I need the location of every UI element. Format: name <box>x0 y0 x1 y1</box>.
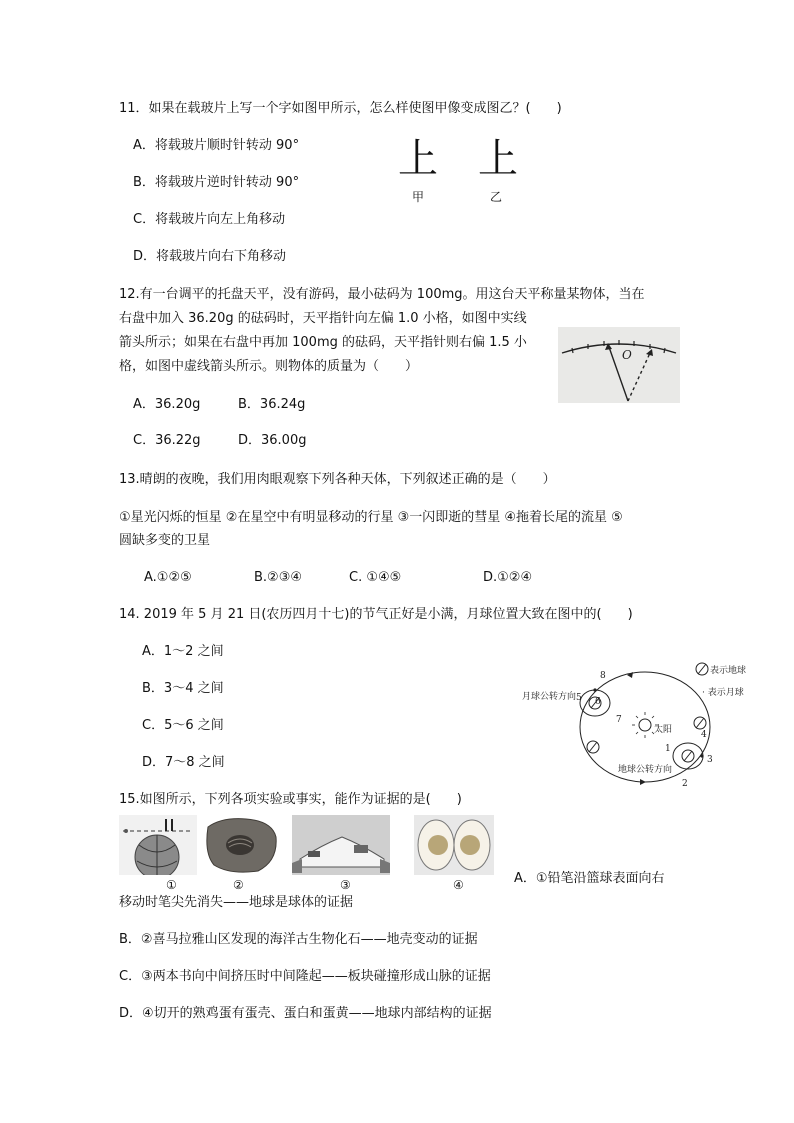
legend-earth-label: 表示地球 <box>710 666 747 676</box>
q15-option-b: B．②喜马拉雅山区发现的海洋古生物化石——地壳变动的证据 <box>119 932 478 947</box>
q12-option-b: B．36.24g <box>238 397 306 412</box>
q15-option-a-part1: A．①铅笔沿篮球表面向右 <box>514 871 665 886</box>
fossil-photo <box>202 815 280 875</box>
q12-option-a: A．36.20g <box>133 397 201 412</box>
q11-option-a: A．将载玻片顺时针转动 90° <box>133 138 300 153</box>
q13-option-c: C. ①④⑤ <box>349 570 402 585</box>
q14-option-a: A．1～2 之间 <box>142 644 224 659</box>
q12-line-3: 箭头所示；如果在右盘中再加 100mg 的砝码，天平指针则右偏 1.5 小 <box>119 335 527 350</box>
q15-caption-2: ② <box>233 878 244 892</box>
q15-stem: 15.如图所示，下列各项实验或事实，能作为证据的是( ) <box>119 792 462 807</box>
q15-option-a-part2: 移动时笔尖先消失——地球是球体的证据 <box>119 895 354 910</box>
q13-body-line-1: ①星光闪烁的恒星 ②在星空中有明显移动的行星 ③一闪即逝的彗星 ④拖着长尾的流星 ⑤ <box>119 510 623 525</box>
orbit-number-1: 1 <box>665 744 671 754</box>
q14-option-d: D．7～8 之间 <box>142 755 225 770</box>
q11-label-jia: 甲 <box>412 190 425 204</box>
orbit-number-5: 5 <box>576 693 582 703</box>
cut-egg-photo <box>414 815 494 875</box>
q11-char-jia: 上 <box>398 136 438 182</box>
q11-label-yi: 乙 <box>490 190 503 204</box>
orbit-number-6: 6 <box>595 697 601 707</box>
q13-option-a: A.①②⑤ <box>144 570 192 585</box>
q12-option-d: D．36.00g <box>238 433 307 448</box>
q11-stem: 11．如果在载玻片上写一个字如图甲所示，怎么样使图甲像变成图乙？( ) <box>119 101 562 116</box>
q11-option-c: C．将载玻片向左上角移动 <box>133 212 286 227</box>
q12-option-c: C．36.22g <box>133 433 201 448</box>
sun-label: 太阳 <box>654 725 673 735</box>
q13-body-line-2: 圆缺多变的卫星 <box>119 533 211 548</box>
earth-moon-orbit-figure <box>520 655 754 795</box>
moon-direction-label: 月球公转方向 <box>522 692 577 702</box>
zero-label: O <box>622 348 632 362</box>
orbit-number-2: 2 <box>682 779 688 789</box>
q11-option-d: D．将载玻片向右下角移动 <box>133 249 287 264</box>
q12-line-4: 格，如图中虚线箭头所示。则物体的质量为（ ） <box>119 359 419 374</box>
orbit-number-7: 7 <box>616 715 622 725</box>
orbit-number-4: 4 <box>701 730 707 740</box>
balance-scale-figure <box>558 327 680 403</box>
q13-stem: 13.晴朗的夜晚，我们用肉眼观察下列各种天体，下列叙述正确的是（ ） <box>119 472 556 487</box>
q12-line-2: 右盘中加入 36.20g 的砝码时，天平指针向左偏 1.0 小格，如图中实线 <box>119 311 527 326</box>
q15-option-d: D．④切开的熟鸡蛋有蛋壳、蛋白和蛋黄——地球内部结构的证据 <box>119 1006 492 1021</box>
q15-option-c: C．③两本书向中间挤压时中间隆起——板块碰撞形成山脉的证据 <box>119 969 491 984</box>
orbit-number-8: 8 <box>600 671 606 681</box>
books-photo <box>292 815 390 875</box>
q13-option-b: B.②③④ <box>254 570 303 585</box>
q15-caption-4: ④ <box>453 878 464 892</box>
q14-option-b: B．3～4 之间 <box>142 681 224 696</box>
legend-moon-label: · 表示月球 <box>702 688 744 698</box>
q12-line-1: 12.有一台调平的托盘天平，没有游码，最小砝码为 100mg。用这台天平称量某物体，当在 <box>119 287 645 302</box>
earth-direction-label: 地球公转方向 <box>618 765 673 775</box>
q14-option-c: C．5～6 之间 <box>142 718 224 733</box>
q11-char-yi: 上 <box>478 136 518 182</box>
basketball-pencil-photo <box>119 815 197 875</box>
q13-option-d: D.①②④ <box>483 570 533 585</box>
q15-caption-3: ③ <box>340 878 351 892</box>
orbit-number-3: 3 <box>707 755 713 765</box>
q15-caption-1: ① <box>166 878 177 892</box>
q14-stem: 14. 2019 年 5 月 21 日(农历四月十七)的节气正好是小满，月球位置大致在图中的( ) <box>119 607 633 622</box>
q11-option-b: B．将载玻片逆时针转动 90° <box>133 175 300 190</box>
